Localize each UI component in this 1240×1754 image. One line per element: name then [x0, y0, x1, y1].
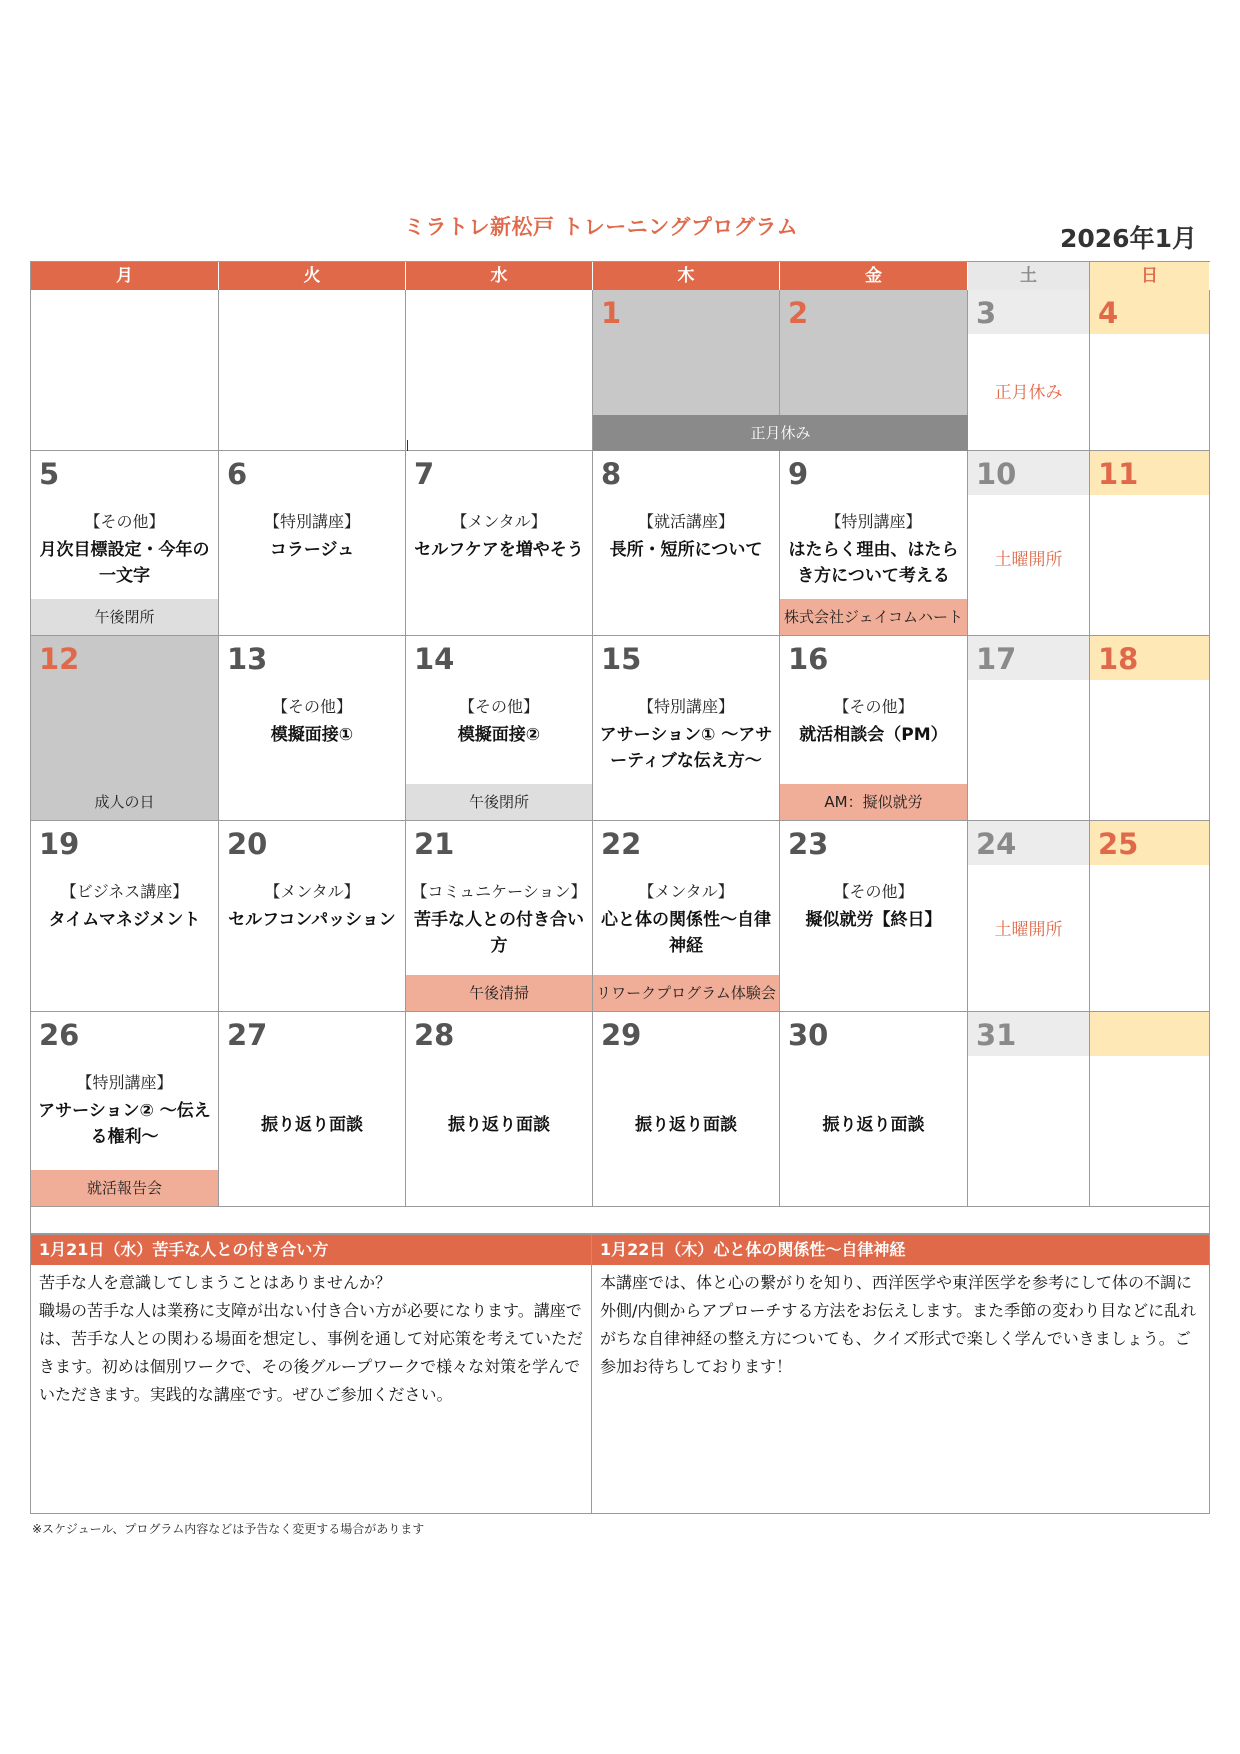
cell-footer: 株式会社ジェイコムハート: [780, 599, 967, 635]
program-title: アサーション① ～アサーティブな伝え方～: [599, 725, 773, 771]
program-title: 就活相談会（PM）: [799, 725, 948, 745]
cell-footer: 就活報告会: [31, 1170, 218, 1206]
program-category: 【メンタル】: [264, 882, 360, 901]
program-category: 【特別講座】: [76, 1073, 173, 1092]
program-title: 心と体の関係性～自律神経: [601, 910, 771, 956]
description-heading: 1月21日（水）苦手な人との付き合い方: [31, 1235, 591, 1265]
weekday-header: 火: [219, 262, 406, 290]
day-number: 31: [976, 1018, 1017, 1052]
day-cell: [31, 451, 219, 636]
program-title: 模擬面接②: [457, 725, 541, 745]
program-title: 振り返り面談: [448, 1115, 550, 1135]
program-title: 模擬面接①: [270, 725, 354, 745]
day-number: 2: [788, 296, 809, 330]
day-cell: [593, 636, 780, 821]
day-cell: [406, 451, 593, 636]
day-cell: [31, 290, 219, 451]
day-cell: [968, 290, 1090, 451]
footnote: ※スケジュール、プログラム内容などは予告なく変更する場合があります: [32, 1522, 425, 1536]
day-cell: [1090, 821, 1210, 1012]
day-cell: [406, 1012, 593, 1207]
program-category: 【その他】: [458, 697, 539, 716]
weekday-header: 木: [593, 262, 780, 290]
day-number: 15: [601, 642, 642, 676]
calendar: [30, 261, 1210, 1234]
day-number: 7: [414, 457, 435, 491]
day-cell: [31, 821, 219, 1012]
holiday-band: 正月休み: [593, 415, 968, 451]
day-number: 18: [1098, 642, 1139, 676]
day-number: 9: [788, 457, 809, 491]
day-number: 13: [227, 642, 268, 676]
program-title: コラージュ: [269, 540, 355, 560]
day-number: 12: [39, 642, 80, 676]
description-box-1: [30, 1234, 592, 1514]
weekday-header: 水: [406, 262, 593, 290]
day-number: 29: [601, 1018, 642, 1052]
day-number: 4: [1098, 296, 1119, 330]
program-title: セルフケアを増やそう: [414, 540, 584, 560]
day-number: 16: [788, 642, 829, 676]
sunday-band: [1090, 1012, 1209, 1056]
program-category: 【特別講座】: [637, 697, 734, 716]
day-number: 22: [601, 827, 642, 861]
day-cell: [593, 451, 780, 636]
day-number: 1: [601, 296, 622, 330]
weekday-header: 金: [780, 262, 968, 290]
day-number: 5: [39, 457, 60, 491]
day-cell: [31, 636, 219, 821]
day-cell: [406, 821, 593, 1012]
day-cell: [1090, 290, 1210, 451]
day-number: 20: [227, 827, 268, 861]
description-body: [31, 1265, 591, 1413]
day-cell: [1090, 1012, 1210, 1207]
day-number: 10: [976, 457, 1017, 491]
program-title: はたらく理由、はたらき方について考える: [788, 540, 959, 586]
day-cell: [780, 1012, 968, 1207]
cell-footer: 午後閉所: [406, 784, 592, 820]
weekday-header: 土: [968, 262, 1090, 290]
day-number: 30: [788, 1018, 829, 1052]
day-cell: [406, 290, 593, 451]
program-title: セルフコンパッション: [228, 910, 396, 930]
day-number: 26: [39, 1018, 80, 1052]
description-body: [592, 1265, 1209, 1385]
description-paragraph: 本講座では、体と心の繋がりを知り、西洋医学や東洋医学を参考にして体の不調に外側/内側からアプローチする方法をお伝えします。また季節の変わり目などに乱れがちな自律神経の整え方についても、クイズ形式で楽しく学んでいきましょう。ご参加お待ちしております！: [600, 1273, 1197, 1376]
program-category: 【メンタル】: [451, 512, 547, 531]
day-cell: [780, 636, 968, 821]
weekend-note: 土曜開所: [994, 550, 1063, 570]
day-number: 11: [1098, 457, 1139, 491]
day-number: 6: [227, 457, 248, 491]
day-cell: [219, 636, 406, 821]
weekend-note: 正月休み: [994, 383, 1063, 403]
program-title: 長所・短所について: [609, 540, 763, 560]
day-number: 17: [976, 642, 1017, 676]
calendar-spacer: [31, 1207, 1209, 1235]
day-cell: [968, 1012, 1090, 1207]
program-category: 【その他】: [833, 882, 914, 901]
weekend-note: 土曜開所: [994, 920, 1063, 940]
program-category: 【ビジネス講座】: [60, 882, 189, 901]
day-cell: [780, 821, 968, 1012]
day-cell: [593, 821, 780, 1012]
day-cell: [968, 821, 1090, 1012]
day-number: 14: [414, 642, 455, 676]
day-cell: [31, 1012, 219, 1207]
program-title: アサーション② ～伝える権利～: [38, 1101, 211, 1147]
page-title: ミラトレ新松戸 トレーニングプログラム: [404, 215, 799, 239]
program-category: 【就活講座】: [637, 512, 734, 531]
cell-footer: リワークプログラム体験会: [593, 975, 779, 1011]
cell-footer: 午後清掃: [406, 975, 592, 1011]
weekday-header: 日: [1090, 262, 1210, 290]
day-cell: [219, 821, 406, 1012]
day-cell: [406, 636, 593, 821]
day-cell: [968, 451, 1090, 636]
program-title: 振り返り面談: [261, 1115, 363, 1135]
program-title: 振り返り面談: [635, 1115, 737, 1135]
program-title: 月次目標設定・今年の一文字: [39, 540, 210, 586]
description-heading: 1月22日（木）心と体の関係性～自律神経: [592, 1235, 1209, 1265]
day-cell: [219, 1012, 406, 1207]
day-cell: [1090, 451, 1210, 636]
cell-footer: AM：擬似就労: [780, 784, 967, 820]
day-number: 28: [414, 1018, 455, 1052]
program-category: 【特別講座】: [825, 512, 922, 531]
day-cell: [219, 451, 406, 636]
description-box-2: [591, 1234, 1210, 1514]
day-number: 25: [1098, 827, 1139, 861]
day-number: 8: [601, 457, 622, 491]
day-cell: [968, 636, 1090, 821]
day-number: 19: [39, 827, 80, 861]
program-title: 苦手な人との付き合い方: [414, 910, 584, 956]
program-category: 【その他】: [84, 512, 165, 531]
program-category: 【コミュニケーション】: [411, 882, 587, 901]
day-number: 23: [788, 827, 829, 861]
program-category: 【特別講座】: [263, 512, 360, 531]
program-category: 【その他】: [833, 697, 914, 716]
program-title: 振り返り面談: [822, 1115, 925, 1135]
cell-footer: 午後閉所: [31, 599, 218, 635]
month-label: 2026年1月: [1060, 224, 1197, 253]
program-title: 擬似就労【終日】: [805, 910, 942, 930]
cell-footer: 成人の日: [94, 793, 155, 811]
day-number: 3: [976, 296, 997, 330]
program-title: タイムマネジメント: [48, 910, 201, 930]
day-cell: [593, 1012, 780, 1207]
program-category: 【その他】: [271, 697, 352, 716]
day-cell: [219, 290, 406, 451]
description-paragraph: 苦手な人を意識してしまうことはありませんか？: [39, 1273, 392, 1292]
weekday-header: 月: [31, 262, 219, 290]
day-cell: [1090, 636, 1210, 821]
day-cell: [780, 451, 968, 636]
day-number: 21: [414, 827, 455, 861]
program-category: 【メンタル】: [638, 882, 734, 901]
day-number: 27: [227, 1018, 268, 1052]
day-number: 24: [976, 827, 1017, 861]
description-paragraph: 職場の苦手な人は業務に支障が出ない付き合い方が必要になります。講座では、苦手な人との関わる場面を想定し、事例を通して対応策を考えていただきます。初めは個別ワークで、その後グループワークで様々な対策を学んでいただきます。実践的な講座です。ぜひご参加ください。: [39, 1301, 584, 1404]
